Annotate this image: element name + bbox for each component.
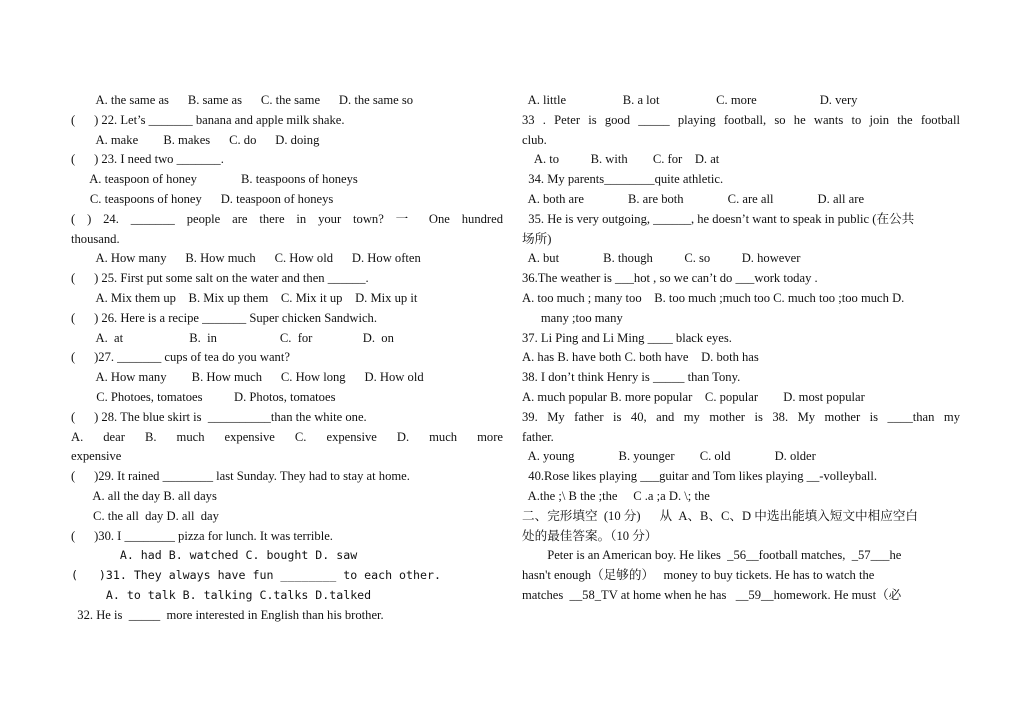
left-column-line: ( ) 28. The blue skirt is __________than the white one.	[71, 409, 367, 424]
left-column-line: ( ) 24. _______ people are there in your town? 一 One hundred	[71, 211, 503, 226]
right-column-line: A. both are B. are both C. are all D. all are	[522, 191, 865, 206]
left-column-line: ( )30. I ________ pizza for lunch. It was terrible.	[71, 528, 333, 543]
right-column-line: 二、完形填空 (10 分) 从 A、B、C、D 中选出能填入短文中相应空白	[522, 508, 919, 523]
right-column-line: 36.The weather is ___hot , so we can’t do ___work today .	[522, 271, 818, 286]
right-column-line: A. but B. though C. so D. however	[522, 251, 801, 266]
left-column	[71, 91, 503, 626]
left-column-line: A. How many B. How much C. How old D. How often	[71, 251, 421, 266]
left-column-line: A. all the day B. all days	[71, 488, 217, 503]
right-column-line: Peter is an American boy. He likes _56__football matches, _57___he	[522, 548, 902, 563]
right-column-line: A. has B. have both C. both have D. both has	[522, 350, 759, 365]
left-column-line: A. Mix them up B. Mix up them C. Mix it up D. Mix up it	[71, 290, 418, 305]
left-column-line: C. teaspoons of honey D. teaspoon of honeys	[71, 191, 334, 206]
right-column-line: 38. I don’t think Henry is _____ than Tony.	[522, 370, 741, 385]
right-column-line: club.	[522, 132, 547, 147]
left-column-line: expensive	[71, 449, 122, 464]
left-column-line: A. to talk B. talking C.talks D.talked	[71, 587, 372, 602]
right-column-line: 处的最佳答案。（10 分）	[522, 528, 658, 543]
left-column-line: A. teaspoon of honey B. teaspoons of honeys	[71, 172, 358, 187]
left-column-line: ( )27. _______ cups of tea do you want?	[71, 350, 290, 365]
right-column-line: A. to B. with C. for D. at	[522, 152, 720, 167]
left-column-line: ( ) 23. I need two _______.	[71, 152, 224, 167]
right-column-line: 34. My parents________quite athletic.	[522, 172, 724, 187]
left-column-line: C. the all day D. all day	[71, 508, 219, 523]
left-column-line: thousand.	[71, 231, 120, 246]
right-column-line: many ;too many	[522, 310, 623, 325]
left-column-line: C. Photoes, tomatoes D. Photos, tomatoes	[71, 389, 336, 404]
left-column-line: A. How many B. How much C. How long D. How old	[71, 370, 424, 385]
right-column-line: 场所)	[522, 231, 552, 246]
left-column-line: A. had B. watched C. bought D. saw	[71, 548, 358, 563]
right-column-line: 33 . Peter is good _____ playing football, so he wants to join the football	[522, 112, 960, 127]
left-column-line: A. at B. in C. for D. on	[71, 330, 394, 345]
right-column-line: A. too much ; many too B. too much ;much too C. much too ;too much D.	[522, 290, 905, 305]
right-column-line: A.the ;\ B the ;the C .a ;a D. \; the	[522, 488, 710, 503]
left-column-line: ( ) 22. Let’s _______ banana and apple milk shake.	[71, 112, 345, 127]
right-column-line: matches __58_TV at home when he has __59__homework. He must（必	[522, 587, 902, 602]
right-column-line: 37. Li Ping and Li Ming ____ black eyes.	[522, 330, 732, 345]
left-column-line: ( )29. It rained ________ last Sunday. They had to stay at home.	[71, 469, 410, 484]
left-column-line: ( ) 25. First put some salt on the water and then ______.	[71, 271, 369, 286]
left-column-line: 32. He is _____ more interested in English than his brother.	[71, 607, 384, 622]
left-column-line: A. the same as B. same as C. the same D. the same so	[71, 93, 414, 107]
right-column-line: A. much popular B. more popular C. popular D. most popular	[522, 389, 865, 404]
left-column-line: ( )31. They always have fun ________ to each other.	[71, 568, 441, 583]
right-column-line: A. little B. a lot C. more D. very	[522, 93, 858, 107]
right-column-line: father.	[522, 429, 554, 444]
right-column-line: hasn't enough（足够的） money to buy tickets. He has to watch the	[522, 568, 875, 583]
left-column-line: A. dear B. much expensive C. expensive D. much more	[71, 429, 503, 444]
right-column-line: A. young B. younger C. old D. older	[522, 449, 816, 464]
right-column	[522, 91, 960, 606]
right-column-line: 40.Rose likes playing ___guitar and Tom likes playing __-volleyball.	[522, 469, 877, 484]
right-column-line: 35. He is very outgoing, ______, he doesn’t want to speak in public (在公共	[522, 211, 915, 226]
left-column-line: A. make B. makes C. do D. doing	[71, 132, 320, 147]
right-column-line: 39. My father is 40, and my mother is 38. My mother is ____than my	[522, 409, 960, 424]
left-column-line: ( ) 26. Here is a recipe _______ Super chicken Sandwich.	[71, 310, 378, 325]
